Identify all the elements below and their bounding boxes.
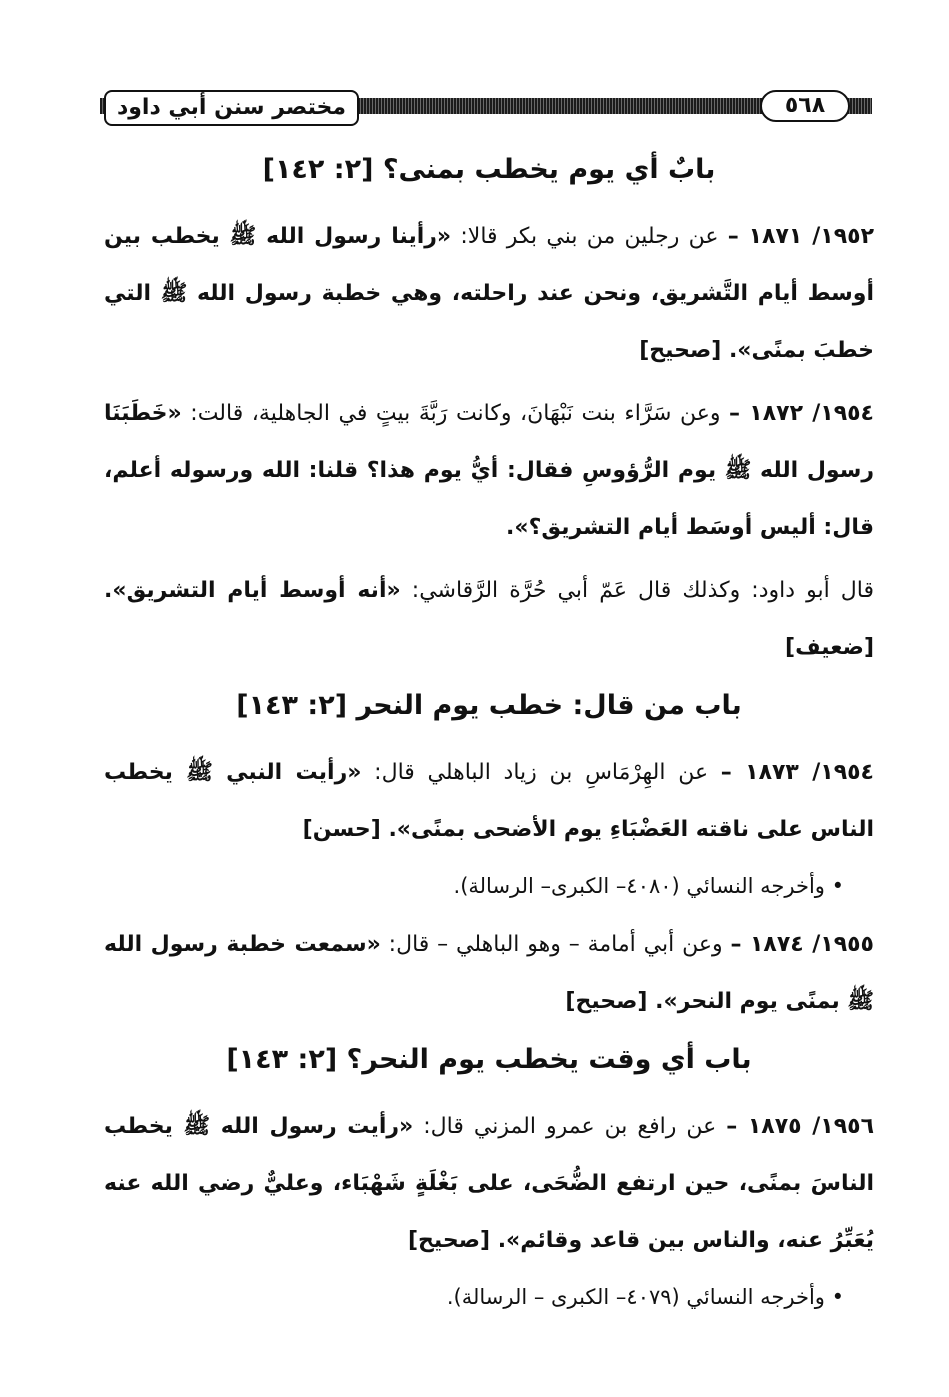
hadith-number: ١٩٥٢/ ١٨٧١ – — [727, 224, 874, 249]
takhrij-note: • وأخرجه النسائي (٤٠٨٠– الكبرى– الرسالة). — [104, 864, 874, 908]
note-text: «أنه أوسط أيام التشريق». — [104, 578, 401, 603]
hadith-text: «سمعت خطبة رسول الله ﷺ بمنًى يوم النحر». — [104, 932, 874, 1014]
chapter-title: بابٌ أي يوم يخطب بمنى؟ [٢: ١٤٢] — [262, 154, 716, 185]
hadith-grade: [صحيح] — [407, 1228, 498, 1253]
note-intro: قال أبو داود: وكذلك قال عَمّ أبي حُرَّة الرَّقاشي: — [400, 578, 874, 603]
note-grade: [ضعيف] — [785, 635, 874, 660]
hadith-paragraph — [104, 744, 874, 858]
hadith-text: «رأيت رسول الله ﷺ يخطب الناسَ بمنًى، حين ارتفع الضُّحَى، على بَغْلَةٍ شَهْبَاء، وعليٌّ رضي الله عنه يُعَبِّرُ عنه، والناس بين قاعد وقائم». — [104, 1114, 874, 1253]
hadith-number: ١٩٥٤/ ١٨٧٣ – — [720, 760, 874, 785]
hadith-intro: عن رافع بن عمرو المزني قال: — [413, 1114, 727, 1139]
hadith-text: «خَطَبَنَا رسول الله ﷺ يوم الرُّؤوسِ فقال: أيُّ يوم هذا؟ قلنا: الله ورسوله أعلم، قال: أليس أوسَط أيام التشريق؟». — [104, 401, 874, 540]
page-number: ٥٦٨ — [760, 90, 850, 122]
book-title: مختصر سنن أبي داود — [104, 90, 359, 126]
hadith-grade: [صحيح] — [639, 338, 729, 363]
hadith-intro: وعن سَرَّاء بنت نَبْهَانَ، وكانت رَبَّةَ بيتٍ في الجاهلية، قالت: — [181, 401, 730, 426]
hadith-paragraph — [104, 1098, 874, 1269]
hadith-paragraph — [104, 916, 874, 1030]
takhrij-note: • وأخرجه النسائي (٤٠٧٩– الكبرى – الرسالة). — [104, 1275, 874, 1319]
hadith-intro: وعن أبي أمامة – وهو الباهلي – قال: — [380, 932, 731, 957]
hadith-text: «رأيت النبي ﷺ يخطب الناس على ناقته العَضْبَاءِ يوم الأضحى بمنًى». — [104, 760, 874, 842]
hadith-intro: عن رجلين من بني بكر قالا: — [451, 224, 728, 249]
page-header — [100, 88, 872, 134]
hadith-grade: [صحيح] — [565, 989, 656, 1014]
hadith-paragraph — [104, 208, 874, 379]
hadith-grade: [حسن] — [302, 817, 389, 842]
chapter-title: باب أي وقت يخطب يوم النحر؟ [٢: ١٤٣] — [226, 1044, 752, 1075]
chapter-title: باب من قال: خطب يوم النحر [٢: ١٤٣] — [236, 690, 742, 721]
page-body — [104, 140, 874, 1327]
hadith-number: ١٩٥٦/ ١٨٧٥ – — [726, 1114, 874, 1139]
hadith-number: ١٩٥٤/ ١٨٧٢ – — [729, 401, 874, 426]
hadith-text: «رأينا رسول الله ﷺ يخطب بين أوسط أيام التَّشريق، ونحن عند راحلته، وهي خطبة رسول الله ﷺ التي خطبَ بمنًى». — [104, 224, 874, 363]
hadith-paragraph — [104, 385, 874, 556]
hadith-intro: عن الهِرْمَاسِ بن زياد الباهلي قال: — [361, 760, 721, 785]
abu-dawud-note — [104, 562, 874, 676]
hadith-number: ١٩٥٥/ ١٨٧٤ – — [730, 932, 874, 957]
